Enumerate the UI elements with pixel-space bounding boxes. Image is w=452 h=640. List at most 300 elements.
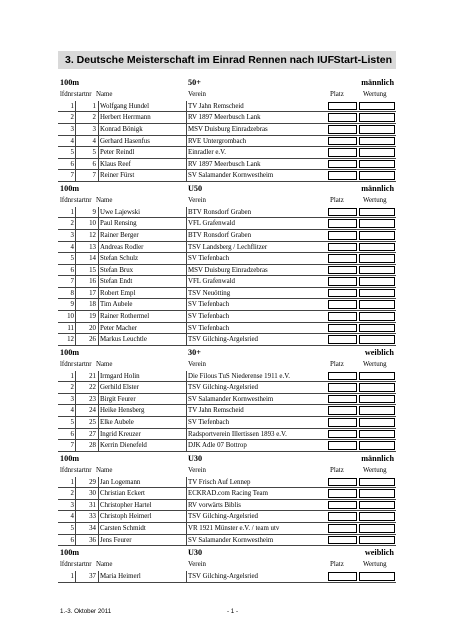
row-start-number: 2 bbox=[92, 114, 96, 122]
row-club: BTV Ronsdorf Graben bbox=[188, 231, 252, 239]
row-club: MSV Duisburg Einradzebras bbox=[188, 266, 268, 274]
row-lfd-number: 2 bbox=[70, 220, 74, 228]
row-athlete-name: Stefan Schulz bbox=[100, 255, 139, 263]
row-lfd-number: 7 bbox=[70, 442, 74, 450]
row-athlete-name: Stefan Endt bbox=[100, 278, 133, 286]
column-divider bbox=[98, 159, 99, 170]
wertung-entry-box[interactable] bbox=[359, 512, 395, 521]
wertung-entry-box[interactable] bbox=[359, 125, 395, 134]
wertung-entry-box[interactable] bbox=[359, 171, 395, 180]
row-athlete-name: Jens Feurer bbox=[100, 536, 132, 544]
column-divider bbox=[98, 334, 99, 345]
platz-entry-box[interactable] bbox=[328, 395, 357, 404]
table-row bbox=[58, 394, 396, 406]
startnr-header: startnr bbox=[74, 91, 92, 99]
column-divider bbox=[75, 218, 76, 229]
table-row bbox=[58, 242, 396, 254]
column-divider bbox=[98, 500, 99, 511]
start-list-section bbox=[58, 452, 396, 546]
table-row bbox=[58, 417, 396, 429]
platz-entry-box[interactable] bbox=[328, 160, 357, 169]
row-club: SV Tiefenbach bbox=[188, 255, 230, 263]
row-athlete-name: Uwe Lajewski bbox=[100, 208, 140, 216]
row-club: TSV Landsberg / Lechflitzer bbox=[188, 243, 268, 251]
platz-header: Platz bbox=[330, 361, 344, 369]
wertung-entry-box[interactable] bbox=[359, 418, 395, 427]
row-start-number: 36 bbox=[89, 536, 96, 544]
row-athlete-name: Jan Logemann bbox=[100, 478, 141, 486]
row-club: MSV Duisburg Einradzebras bbox=[188, 125, 268, 133]
column-divider bbox=[186, 253, 187, 264]
section-header bbox=[58, 346, 396, 359]
row-lfd-number: 6 bbox=[70, 160, 74, 168]
wertung-entry-box[interactable] bbox=[359, 572, 395, 581]
wertung-entry-box[interactable] bbox=[359, 430, 395, 439]
column-divider bbox=[75, 371, 76, 382]
row-start-number: 31 bbox=[89, 501, 96, 509]
row-lfd-number: 5 bbox=[70, 255, 74, 263]
column-divider bbox=[75, 429, 76, 440]
wertung-entry-box[interactable] bbox=[359, 277, 395, 286]
startnr-header: startnr bbox=[74, 361, 92, 369]
row-start-number: 30 bbox=[89, 490, 96, 498]
section-gender: weiblich bbox=[364, 548, 394, 558]
platz-entry-box[interactable] bbox=[328, 219, 357, 228]
wertung-entry-box[interactable] bbox=[359, 113, 395, 122]
row-club: TSV Gilching-Argelsried bbox=[188, 336, 258, 344]
row-lfd-number: 3 bbox=[70, 501, 74, 509]
platz-entry-box[interactable] bbox=[328, 231, 357, 240]
column-divider bbox=[98, 218, 99, 229]
platz-entry-box[interactable] bbox=[328, 243, 357, 252]
column-divider bbox=[98, 523, 99, 534]
name-header: Name bbox=[96, 361, 113, 369]
row-start-number: 29 bbox=[89, 478, 96, 486]
column-divider bbox=[75, 112, 76, 123]
platz-entry-box[interactable] bbox=[328, 372, 357, 381]
row-lfd-number: 11 bbox=[67, 324, 74, 332]
footer-page-number: - 1 - bbox=[227, 608, 239, 615]
wertung-entry-box[interactable] bbox=[359, 536, 395, 545]
row-athlete-name: Ingrid Kreuzer bbox=[100, 430, 141, 438]
column-divider bbox=[75, 242, 76, 253]
wertung-header: Wertung bbox=[363, 91, 387, 99]
column-divider bbox=[98, 429, 99, 440]
column-divider bbox=[75, 299, 76, 310]
lfd-header: lfdnr bbox=[60, 91, 74, 99]
table-row bbox=[58, 299, 396, 311]
row-club: RVE Untergrombach bbox=[188, 137, 247, 145]
lfd-header: lfdnr bbox=[60, 361, 74, 369]
column-divider bbox=[186, 488, 187, 499]
row-athlete-name: Christoph Heimerl bbox=[100, 513, 152, 521]
column-divider bbox=[186, 112, 187, 123]
row-athlete-name: Peter Macher bbox=[100, 324, 137, 332]
row-lfd-number: 5 bbox=[70, 149, 74, 157]
row-athlete-name: Maria Heimerl bbox=[100, 572, 141, 580]
row-athlete-name: Robert Empl bbox=[100, 289, 136, 297]
table-row bbox=[58, 477, 396, 489]
wertung-entry-box[interactable] bbox=[359, 160, 395, 169]
wertung-header: Wertung bbox=[363, 197, 387, 205]
startnr-header: startnr bbox=[74, 561, 92, 569]
name-header: Name bbox=[96, 466, 113, 474]
column-divider bbox=[186, 299, 187, 310]
row-athlete-name: Tim Aubele bbox=[100, 301, 133, 309]
platz-entry-box[interactable] bbox=[328, 254, 357, 263]
column-divider bbox=[186, 101, 187, 112]
platz-entry-box[interactable] bbox=[328, 102, 357, 111]
column-divider bbox=[75, 394, 76, 405]
name-header: Name bbox=[96, 91, 113, 99]
row-lfd-number: 10 bbox=[67, 313, 74, 321]
platz-entry-box[interactable] bbox=[328, 113, 357, 122]
column-divider bbox=[75, 405, 76, 416]
row-athlete-name: Elke Aubele bbox=[100, 419, 134, 426]
row-start-number: 37 bbox=[89, 572, 96, 580]
column-divider bbox=[75, 136, 76, 147]
column-divider bbox=[186, 311, 187, 322]
row-start-number: 24 bbox=[89, 407, 96, 415]
section-distance: 100m bbox=[60, 183, 80, 193]
row-athlete-name: Birgit Feurer bbox=[100, 395, 136, 403]
column-divider bbox=[186, 230, 187, 241]
row-club: TSV Gilching-Argelsried bbox=[188, 384, 258, 392]
column-divider bbox=[186, 136, 187, 147]
row-club: BTV Ronsdorf Graben bbox=[188, 208, 252, 216]
row-lfd-number: 1 bbox=[70, 372, 74, 380]
row-club: Einradler e.V. bbox=[188, 149, 226, 157]
row-start-number: 7 bbox=[92, 172, 96, 180]
column-divider bbox=[98, 311, 99, 322]
column-divider bbox=[75, 311, 76, 322]
wertung-entry-box[interactable] bbox=[359, 524, 395, 533]
section-header bbox=[58, 76, 396, 89]
column-divider bbox=[186, 440, 187, 451]
column-divider bbox=[75, 288, 76, 299]
row-athlete-name: Heike Hensberg bbox=[100, 407, 145, 415]
wertung-entry-box[interactable] bbox=[359, 489, 395, 498]
wertung-entry-box[interactable] bbox=[359, 300, 395, 309]
column-divider bbox=[186, 276, 187, 287]
row-club: SV Salamander Kornwestheim bbox=[188, 395, 274, 403]
column-divider bbox=[98, 230, 99, 241]
platz-entry-box[interactable] bbox=[328, 208, 357, 217]
row-start-number: 4 bbox=[92, 137, 96, 145]
row-athlete-name: Irmgard Holin bbox=[100, 372, 140, 380]
column-divider bbox=[75, 477, 76, 488]
row-lfd-number: 1 bbox=[70, 572, 74, 580]
column-divider bbox=[98, 511, 99, 522]
column-header-row bbox=[58, 89, 396, 101]
wertung-entry-box[interactable] bbox=[359, 254, 395, 263]
row-start-number: 34 bbox=[89, 524, 96, 532]
column-divider bbox=[186, 500, 187, 511]
section-age-class: 30+ bbox=[188, 347, 201, 357]
wertung-entry-box[interactable] bbox=[359, 289, 395, 298]
row-athlete-name: Gerhild Elster bbox=[100, 384, 139, 392]
row-lfd-number: 2 bbox=[70, 384, 74, 392]
row-start-number: 19 bbox=[89, 313, 96, 321]
platz-entry-box[interactable] bbox=[328, 501, 357, 510]
column-divider bbox=[75, 230, 76, 241]
column-header-row bbox=[58, 359, 396, 371]
table-row bbox=[58, 429, 396, 441]
wertung-entry-box[interactable] bbox=[359, 406, 395, 415]
row-lfd-number: 7 bbox=[70, 172, 74, 180]
platz-entry-box[interactable] bbox=[328, 137, 357, 146]
table-row bbox=[58, 323, 396, 335]
column-divider bbox=[98, 440, 99, 451]
table-row bbox=[58, 382, 396, 394]
column-divider bbox=[186, 334, 187, 345]
page-title: 3. Deutsche Meisterschaft im Einrad Rennen nach IUF bbox=[65, 54, 334, 66]
column-divider bbox=[98, 371, 99, 382]
section-distance: 100m bbox=[60, 548, 80, 558]
wertung-entry-box[interactable] bbox=[359, 383, 395, 392]
row-club: ECKRAD.com Racing Team bbox=[188, 490, 268, 498]
page-footer bbox=[58, 608, 396, 618]
table-row bbox=[58, 101, 396, 113]
wertung-entry-box[interactable] bbox=[359, 137, 395, 146]
platz-entry-box[interactable] bbox=[328, 430, 357, 439]
platz-entry-box[interactable] bbox=[328, 148, 357, 157]
row-start-number: 12 bbox=[89, 231, 96, 239]
row-club: SV Tiefenbach bbox=[188, 301, 230, 309]
verein-header: Verein bbox=[188, 466, 206, 474]
column-header-row bbox=[58, 195, 396, 207]
row-start-number: 18 bbox=[89, 301, 96, 309]
row-club: Die Filous TuS Niederense 1911 e.V. bbox=[188, 372, 291, 380]
platz-entry-box[interactable] bbox=[328, 572, 357, 581]
column-divider bbox=[186, 417, 187, 428]
column-divider bbox=[186, 147, 187, 158]
row-athlete-name: Wolfgang Hundel bbox=[100, 102, 150, 110]
wertung-entry-box[interactable] bbox=[359, 231, 395, 240]
row-club: TV Jahn Remscheid bbox=[188, 102, 244, 110]
platz-entry-box[interactable] bbox=[328, 125, 357, 134]
platz-entry-box[interactable] bbox=[328, 335, 357, 344]
platz-header: Platz bbox=[330, 91, 344, 99]
wertung-entry-box[interactable] bbox=[359, 219, 395, 228]
startnr-header: startnr bbox=[74, 197, 92, 205]
wertung-entry-box[interactable] bbox=[359, 335, 395, 344]
row-lfd-number: 1 bbox=[70, 208, 74, 216]
column-divider bbox=[98, 112, 99, 123]
row-club: VFL Grafenwald bbox=[188, 220, 236, 228]
table-row bbox=[58, 500, 396, 512]
row-club: TSV Gilching-Argelsried bbox=[188, 572, 258, 580]
column-divider bbox=[186, 323, 187, 334]
column-divider bbox=[186, 265, 187, 276]
table-row bbox=[58, 218, 396, 230]
table-row bbox=[58, 253, 396, 265]
column-divider bbox=[98, 147, 99, 158]
table-row bbox=[58, 371, 396, 383]
column-divider bbox=[186, 477, 187, 488]
row-athlete-name: Carsten Schmidt bbox=[100, 524, 146, 532]
column-divider bbox=[98, 477, 99, 488]
row-athlete-name: Klaus Reef bbox=[100, 160, 131, 168]
row-club: RV 1897 Meerbusch Lank bbox=[188, 160, 261, 168]
column-divider bbox=[75, 170, 76, 181]
platz-entry-box[interactable] bbox=[328, 324, 357, 333]
column-divider bbox=[186, 124, 187, 135]
column-divider bbox=[75, 276, 76, 287]
section-gender: männlich bbox=[361, 183, 394, 193]
row-lfd-number: 1 bbox=[70, 478, 74, 486]
row-lfd-number: 3 bbox=[70, 231, 74, 239]
wertung-entry-box[interactable] bbox=[359, 266, 395, 275]
platz-entry-box[interactable] bbox=[328, 536, 357, 545]
column-divider bbox=[186, 170, 187, 181]
verein-header: Verein bbox=[188, 91, 206, 99]
section-header bbox=[58, 182, 396, 195]
row-start-number: 5 bbox=[92, 149, 96, 157]
platz-entry-box[interactable] bbox=[328, 266, 357, 275]
wertung-entry-box[interactable] bbox=[359, 324, 395, 333]
wertung-entry-box[interactable] bbox=[359, 441, 395, 450]
start-list-section bbox=[58, 76, 396, 182]
wertung-entry-box[interactable] bbox=[359, 372, 395, 381]
row-athlete-name: Rainer Rothermel bbox=[100, 313, 150, 321]
table-row bbox=[58, 124, 396, 136]
platz-entry-box[interactable] bbox=[328, 312, 357, 321]
row-lfd-number: 8 bbox=[70, 289, 74, 297]
section-age-class: 50+ bbox=[188, 78, 201, 87]
section-gender: männlich bbox=[361, 78, 394, 87]
column-divider bbox=[75, 535, 76, 546]
table-row bbox=[58, 159, 396, 171]
row-club: TSV Neuötting bbox=[188, 289, 231, 297]
row-lfd-number: 4 bbox=[70, 407, 74, 415]
table-row bbox=[58, 440, 396, 452]
row-start-number: 10 bbox=[89, 220, 96, 228]
row-athlete-name: Christian Eckert bbox=[100, 490, 145, 498]
wertung-entry-box[interactable] bbox=[359, 148, 395, 157]
platz-entry-box[interactable] bbox=[328, 171, 357, 180]
platz-entry-box[interactable] bbox=[328, 478, 357, 487]
lfd-header: lfdnr bbox=[60, 561, 74, 569]
row-athlete-name: Stefan Brux bbox=[100, 266, 134, 274]
section-age-class: U50 bbox=[188, 183, 203, 193]
column-divider bbox=[186, 371, 187, 382]
row-athlete-name: Paul Rensing bbox=[100, 220, 137, 228]
row-club: SV Tiefenbach bbox=[188, 313, 230, 321]
row-lfd-number: 2 bbox=[70, 114, 74, 122]
platz-entry-box[interactable] bbox=[328, 383, 357, 392]
wertung-entry-box[interactable] bbox=[359, 102, 395, 111]
row-club: SV Tiefenbach bbox=[188, 324, 230, 332]
table-row bbox=[58, 571, 396, 583]
row-club: SV Tiefenbach bbox=[188, 419, 230, 426]
column-divider bbox=[75, 523, 76, 534]
column-divider bbox=[75, 253, 76, 264]
row-athlete-name: Reiner Fürst bbox=[100, 172, 135, 180]
column-divider bbox=[98, 299, 99, 310]
row-lfd-number: 4 bbox=[70, 513, 74, 521]
title-bar bbox=[58, 51, 396, 69]
row-lfd-number: 12 bbox=[67, 336, 74, 344]
row-start-number: 6 bbox=[92, 160, 96, 168]
row-start-number: 1 bbox=[92, 102, 96, 110]
platz-entry-box[interactable] bbox=[328, 489, 357, 498]
wertung-entry-box[interactable] bbox=[359, 501, 395, 510]
table-row bbox=[58, 311, 396, 323]
platz-entry-box[interactable] bbox=[328, 441, 357, 450]
row-club: RV vorwärts Biblis bbox=[188, 501, 241, 509]
column-header-row bbox=[58, 559, 396, 571]
wertung-entry-box[interactable] bbox=[359, 208, 395, 217]
platz-entry-box[interactable] bbox=[328, 289, 357, 298]
platz-entry-box[interactable] bbox=[328, 524, 357, 533]
wertung-entry-box[interactable] bbox=[359, 243, 395, 252]
column-divider bbox=[75, 417, 76, 428]
row-club: SV Salamander Kornwestheim bbox=[188, 172, 274, 180]
row-athlete-name: Herbert Herrmann bbox=[100, 114, 151, 122]
row-start-number: 20 bbox=[89, 324, 96, 332]
wertung-entry-box[interactable] bbox=[359, 395, 395, 404]
column-divider bbox=[75, 488, 76, 499]
section-gender: männlich bbox=[361, 453, 394, 463]
wertung-entry-box[interactable] bbox=[359, 312, 395, 321]
column-divider bbox=[186, 207, 187, 218]
row-athlete-name: Markus Leuchtle bbox=[100, 336, 147, 344]
column-divider bbox=[75, 323, 76, 334]
section-age-class: U30 bbox=[188, 453, 203, 463]
table-row bbox=[58, 288, 396, 300]
row-club: DJK Adle 07 Bottrop bbox=[188, 442, 247, 450]
row-start-number: 27 bbox=[89, 430, 96, 438]
row-start-number: 17 bbox=[89, 289, 96, 297]
page-subtitle: Start-Listen bbox=[333, 54, 392, 66]
platz-entry-box[interactable] bbox=[328, 277, 357, 286]
platz-entry-box[interactable] bbox=[328, 300, 357, 309]
column-divider bbox=[75, 159, 76, 170]
column-divider bbox=[75, 101, 76, 112]
row-start-number: 26 bbox=[89, 336, 96, 344]
row-start-number: 13 bbox=[89, 243, 96, 251]
table-row bbox=[58, 265, 396, 277]
column-divider bbox=[186, 159, 187, 170]
row-athlete-name: Peter Reindl bbox=[100, 149, 135, 157]
row-lfd-number: 1 bbox=[70, 102, 74, 110]
wertung-entry-box[interactable] bbox=[359, 478, 395, 487]
lfd-header: lfdnr bbox=[60, 466, 74, 474]
row-lfd-number: 4 bbox=[70, 243, 74, 251]
column-divider bbox=[98, 265, 99, 276]
lfd-header: lfdnr bbox=[60, 197, 74, 205]
column-divider bbox=[75, 571, 76, 582]
row-lfd-number: 4 bbox=[70, 137, 74, 145]
platz-entry-box[interactable] bbox=[328, 406, 357, 415]
section-header bbox=[58, 546, 396, 559]
row-athlete-name: Konrad Bönigk bbox=[100, 125, 143, 133]
platz-entry-box[interactable] bbox=[328, 512, 357, 521]
column-divider bbox=[186, 394, 187, 405]
row-start-number: 14 bbox=[89, 255, 96, 263]
row-club: RV 1897 Meerbusch Lank bbox=[188, 114, 261, 122]
row-start-number: 22 bbox=[89, 384, 96, 392]
row-lfd-number: 7 bbox=[70, 278, 74, 286]
column-divider bbox=[186, 523, 187, 534]
platz-entry-box[interactable] bbox=[328, 418, 357, 427]
section-age-class: U30 bbox=[188, 548, 203, 558]
name-header: Name bbox=[96, 561, 113, 569]
column-divider bbox=[98, 417, 99, 428]
table-row bbox=[58, 170, 396, 182]
row-lfd-number: 5 bbox=[70, 524, 74, 532]
